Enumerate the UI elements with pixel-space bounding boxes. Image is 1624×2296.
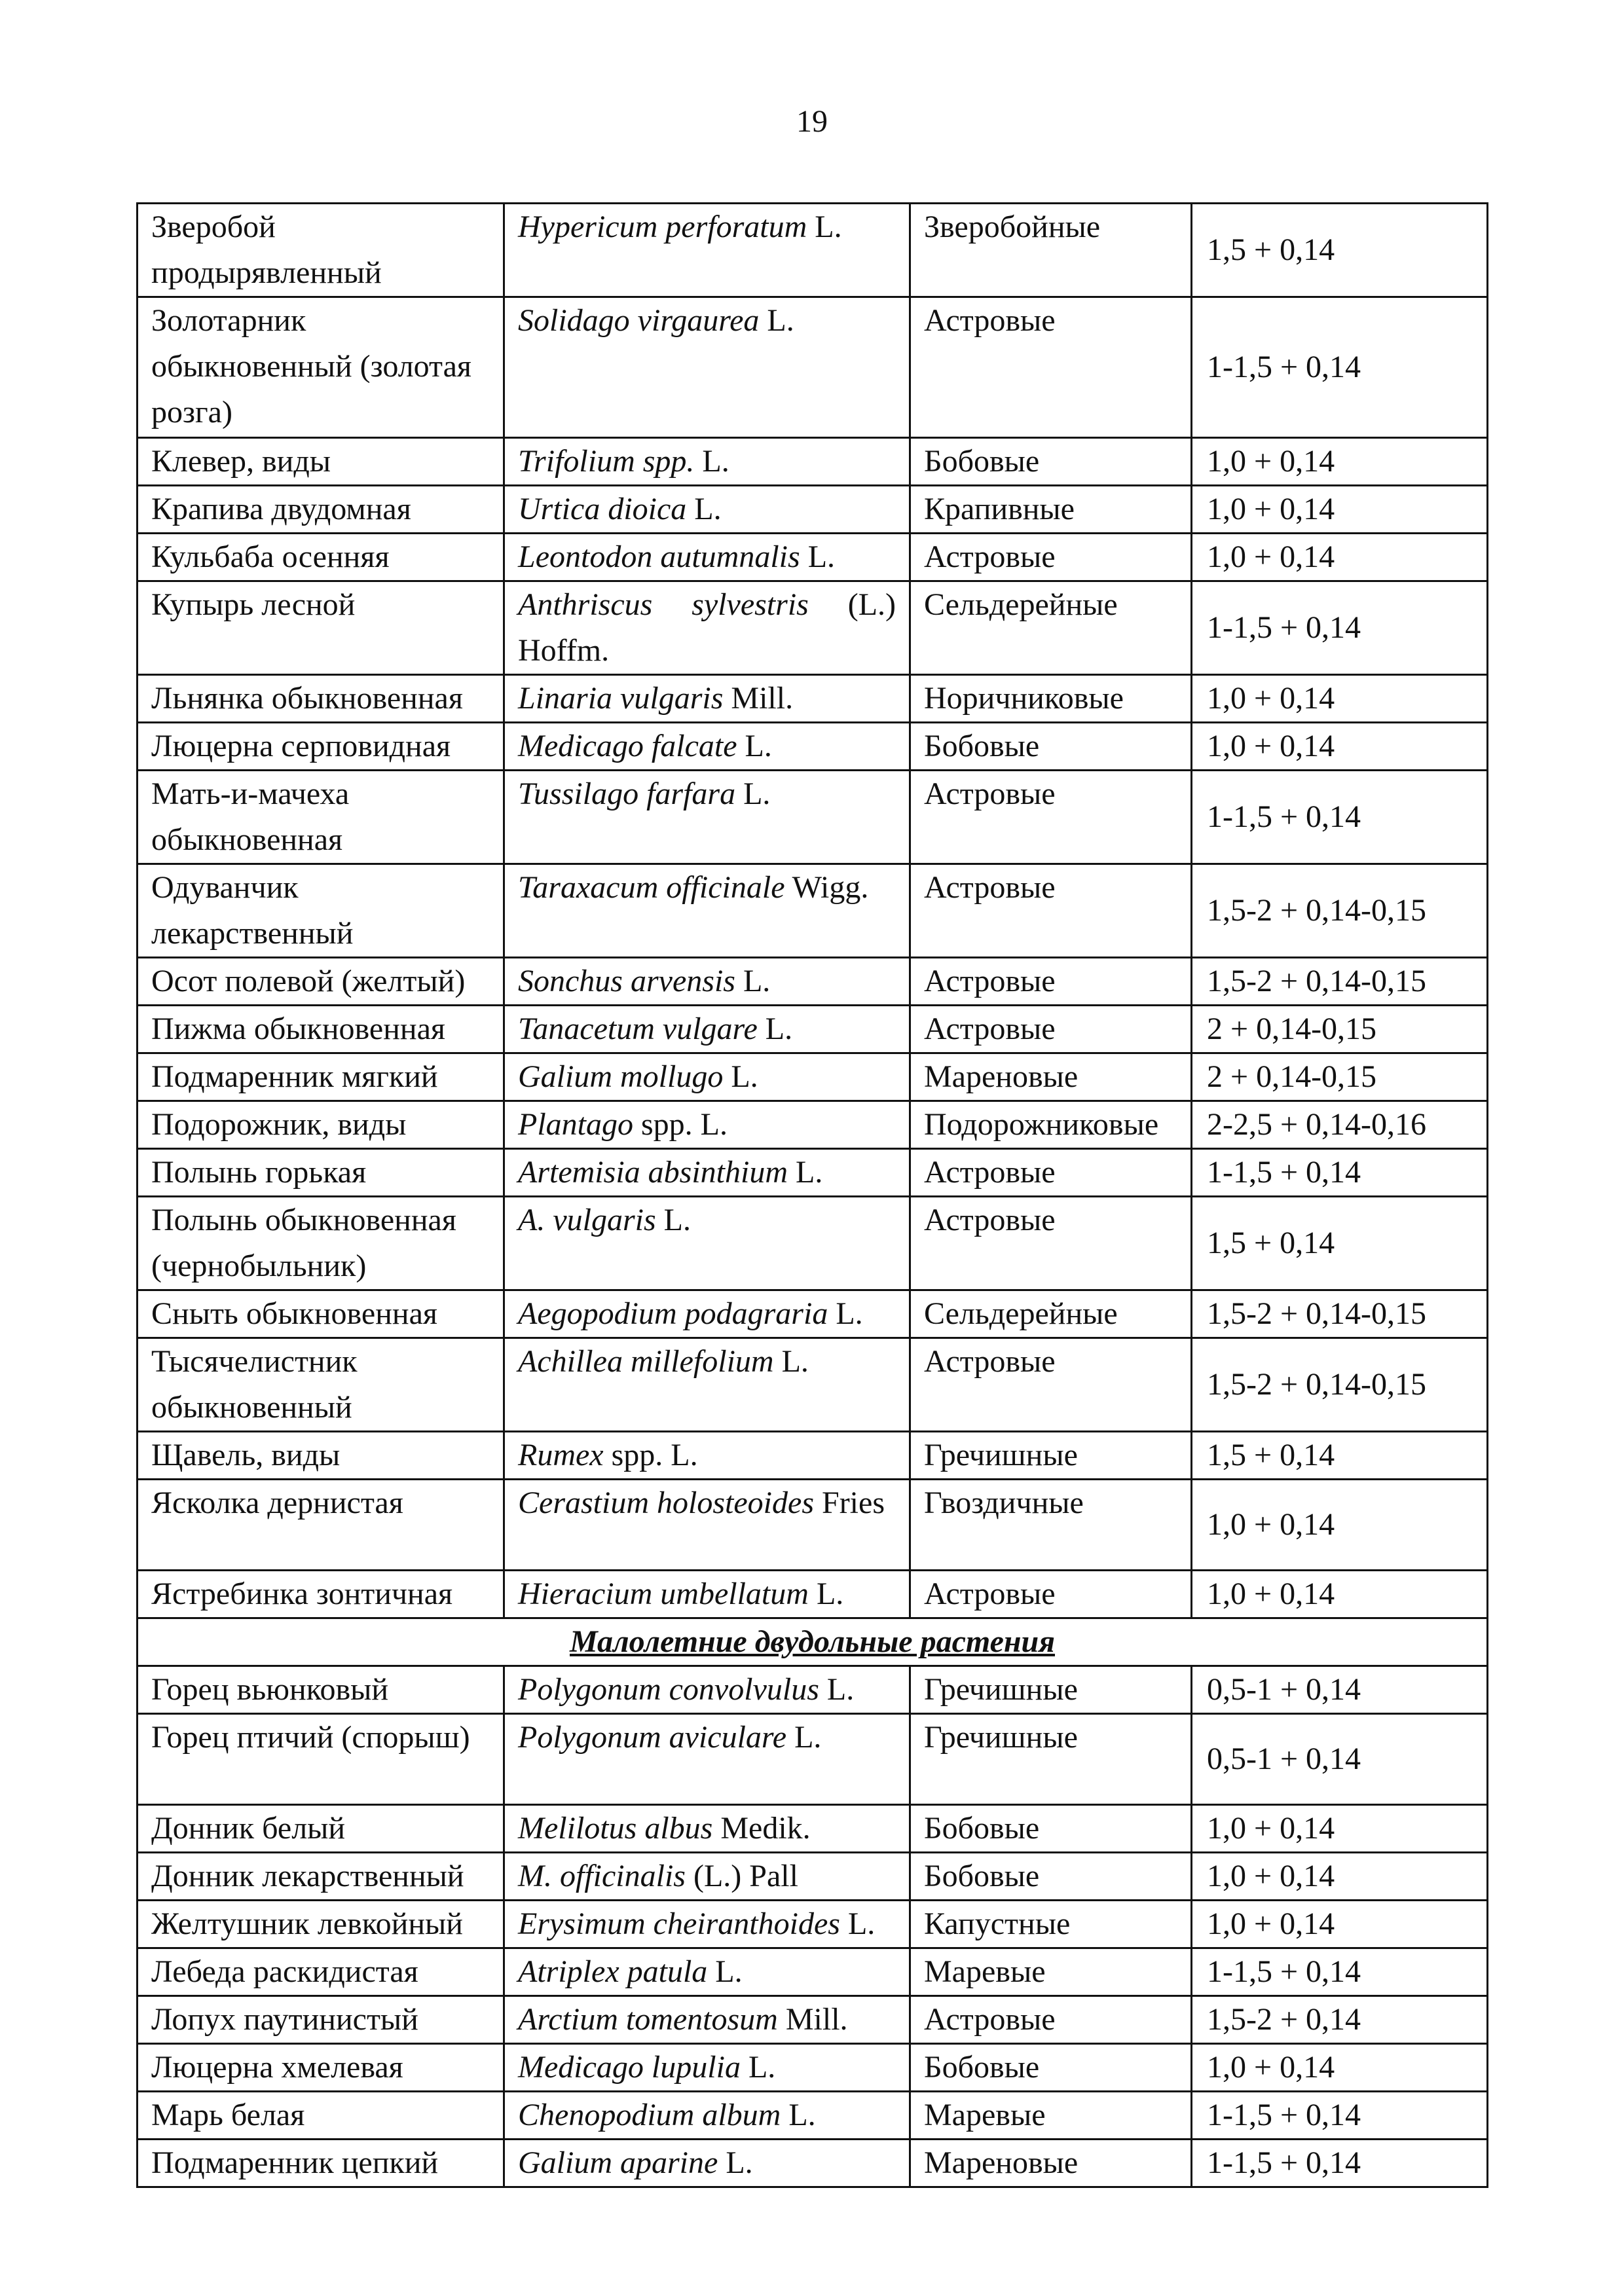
latin-genus-species: Tanacetum vulgare bbox=[518, 1011, 758, 1046]
latin-name-cell bbox=[504, 675, 910, 723]
latin-author: L. bbox=[686, 492, 722, 526]
common-name-cell: Мать-и-мачеха обыкновенная bbox=[138, 771, 504, 864]
latin-name-cell bbox=[504, 2140, 910, 2187]
table-row bbox=[138, 1853, 1488, 1901]
latin-genus-species: Chenopodium album bbox=[518, 2098, 781, 2132]
latin-genus-species: Trifolium spp. bbox=[518, 444, 695, 479]
latin-author: L. bbox=[707, 1954, 743, 1989]
latin-name-cell bbox=[504, 1571, 910, 1618]
family-cell: Астровые bbox=[910, 1197, 1192, 1290]
rate-cell: 1,0 + 0,14 bbox=[1192, 486, 1488, 534]
latin-name-cell bbox=[504, 1338, 910, 1432]
rate-cell: 1-1,5 + 0,14 bbox=[1192, 1948, 1488, 1996]
table-row bbox=[138, 297, 1488, 438]
family-cell: Бобовые bbox=[910, 1805, 1192, 1853]
latin-name-cell bbox=[504, 723, 910, 771]
table-row bbox=[138, 1805, 1488, 1853]
table-row bbox=[138, 1290, 1488, 1338]
page-number: 19 bbox=[796, 104, 828, 139]
common-name-cell: Полынь обыкновенная (чернобыльник) bbox=[138, 1197, 504, 1290]
rate-cell: 1,0 + 0,14 bbox=[1192, 675, 1488, 723]
table-row bbox=[138, 438, 1488, 486]
latin-name-cell bbox=[504, 534, 910, 581]
rate-cell: 1,5-2 + 0,14 bbox=[1192, 1996, 1488, 2044]
section-header: Малолетние двудольные растения bbox=[138, 1618, 1488, 1666]
latin-genus-species: Hypericum perforatum bbox=[518, 210, 807, 244]
family-cell: Маревые bbox=[910, 2092, 1192, 2140]
latin-genus-species: Urtica dioica bbox=[518, 492, 687, 526]
herbicide-rate-table bbox=[136, 202, 1488, 2188]
common-name-cell: Кульбаба осенняя bbox=[138, 534, 504, 581]
latin-author: L. bbox=[759, 303, 794, 338]
latin-author: L. bbox=[757, 1011, 793, 1046]
common-name-cell: Ясколка дернистая bbox=[138, 1480, 504, 1571]
family-cell: Мареновые bbox=[910, 1053, 1192, 1101]
family-cell: Маревые bbox=[910, 1948, 1192, 1996]
common-name-cell: Донник белый bbox=[138, 1805, 504, 1853]
family-cell: Астровые bbox=[910, 864, 1192, 958]
latin-name-cell bbox=[504, 1149, 910, 1197]
common-name-cell: Подмаренник мягкий bbox=[138, 1053, 504, 1101]
family-cell: Сельдерейные bbox=[910, 1290, 1192, 1338]
latin-genus-species: Leontodon autumnalis bbox=[518, 539, 800, 574]
latin-genus-species: Plantago bbox=[518, 1107, 633, 1142]
family-cell: Астровые bbox=[910, 771, 1192, 864]
common-name-cell: Полынь горькая bbox=[138, 1149, 504, 1197]
rate-cell: 1,0 + 0,14 bbox=[1192, 438, 1488, 486]
latin-name-cell bbox=[504, 1006, 910, 1053]
family-cell: Сельдерейные bbox=[910, 581, 1192, 675]
latin-name-cell bbox=[504, 1948, 910, 1996]
rate-cell: 1,0 + 0,14 bbox=[1192, 1901, 1488, 1948]
family-cell: Астровые bbox=[910, 1571, 1192, 1618]
family-cell: Гречишные bbox=[910, 1666, 1192, 1714]
family-cell: Астровые bbox=[910, 1006, 1192, 1053]
common-name-cell: Подмаренник цепкий bbox=[138, 2140, 504, 2187]
common-name-cell: Люцерна хмелевая bbox=[138, 2044, 504, 2092]
latin-genus-species: Polygonum aviculare bbox=[518, 1720, 787, 1755]
annuals-group bbox=[138, 1666, 1488, 2187]
latin-author: L. bbox=[781, 2098, 816, 2132]
family-cell: Гречишные bbox=[910, 1714, 1192, 1805]
latin-genus-species: Aegopodium podagraria bbox=[518, 1296, 828, 1331]
rate-cell: 1,5 + 0,14 bbox=[1192, 1432, 1488, 1480]
rate-cell: 1,0 + 0,14 bbox=[1192, 1805, 1488, 1853]
latin-name-cell bbox=[504, 1714, 910, 1805]
rate-cell: 1,5 + 0,14 bbox=[1192, 1197, 1488, 1290]
family-cell: Гвоздичные bbox=[910, 1480, 1192, 1571]
family-cell: Астровые bbox=[910, 958, 1192, 1006]
table-row bbox=[138, 1996, 1488, 2044]
latin-genus-species: A. vulgaris bbox=[518, 1203, 656, 1237]
rate-cell: 1,5-2 + 0,14-0,15 bbox=[1192, 958, 1488, 1006]
rate-cell: 1,0 + 0,14 bbox=[1192, 1571, 1488, 1618]
table-row bbox=[138, 723, 1488, 771]
latin-author: L. bbox=[740, 2050, 776, 2085]
table-row bbox=[138, 771, 1488, 864]
family-cell: Норичниковые bbox=[910, 675, 1192, 723]
rate-cell: 1-1,5 + 0,14 bbox=[1192, 2140, 1488, 2187]
table-row bbox=[138, 675, 1488, 723]
rate-cell: 1,5-2 + 0,14-0,15 bbox=[1192, 1338, 1488, 1432]
table-row bbox=[138, 1053, 1488, 1101]
table-row bbox=[138, 1948, 1488, 1996]
rate-cell: 2 + 0,14-0,15 bbox=[1192, 1006, 1488, 1053]
latin-genus-species: Linaria vulgaris bbox=[518, 681, 724, 716]
table-row bbox=[138, 2092, 1488, 2140]
table-row bbox=[138, 1149, 1488, 1197]
table-row bbox=[138, 864, 1488, 958]
latin-author: L. bbox=[807, 210, 842, 244]
rate-cell: 1,0 + 0,14 bbox=[1192, 723, 1488, 771]
latin-name-cell bbox=[504, 1666, 910, 1714]
common-name-cell: Подорожник, виды bbox=[138, 1101, 504, 1149]
common-name-cell: Желтушник левкойный bbox=[138, 1901, 504, 1948]
latin-author: Medik. bbox=[712, 1811, 811, 1846]
table-row bbox=[138, 958, 1488, 1006]
common-name-cell: Люцерна серповидная bbox=[138, 723, 504, 771]
latin-author: Fries bbox=[814, 1485, 885, 1520]
latin-name-cell bbox=[504, 771, 910, 864]
latin-author: L. bbox=[735, 776, 771, 811]
common-name-cell: Льнянка обыкновенная bbox=[138, 675, 504, 723]
table-row bbox=[138, 1571, 1488, 1618]
latin-author: (L.) Hoffm. bbox=[518, 587, 896, 668]
latin-author: L. bbox=[735, 964, 771, 998]
latin-genus-species: Medicago lupulia bbox=[518, 2050, 741, 2085]
latin-name-cell bbox=[504, 2044, 910, 2092]
latin-author: Mill. bbox=[723, 681, 794, 716]
common-name-cell: Сныть обыкновенная bbox=[138, 1290, 504, 1338]
table-row bbox=[138, 2044, 1488, 2092]
latin-author: Wigg. bbox=[784, 870, 869, 905]
rate-cell: 1,5-2 + 0,14-0,15 bbox=[1192, 1290, 1488, 1338]
rate-cell: 2 + 0,14-0,15 bbox=[1192, 1053, 1488, 1101]
latin-genus-species: Galium mollugo bbox=[518, 1059, 724, 1094]
table-row bbox=[138, 581, 1488, 675]
latin-genus-species: Cerastium holosteoides bbox=[518, 1485, 814, 1520]
latin-genus-species: Arctium tomentosum bbox=[518, 2002, 778, 2037]
rate-cell: 2-2,5 + 0,14-0,16 bbox=[1192, 1101, 1488, 1149]
rate-cell: 1-1,5 + 0,14 bbox=[1192, 581, 1488, 675]
family-cell: Зверобойные bbox=[910, 204, 1192, 297]
common-name-cell: Зверобой продырявленный bbox=[138, 204, 504, 297]
latin-author: L. bbox=[786, 1720, 822, 1755]
common-name-cell: Тысячелистник обыкновенный bbox=[138, 1338, 504, 1432]
latin-genus-species: Polygonum convolvulus bbox=[518, 1672, 819, 1707]
latin-author: L. bbox=[788, 1155, 823, 1190]
latin-author: L. bbox=[718, 2145, 753, 2180]
table-row bbox=[138, 534, 1488, 581]
common-name-cell: Ястребинка зонтичная bbox=[138, 1571, 504, 1618]
latin-name-cell bbox=[504, 1853, 910, 1901]
rate-cell: 1,0 + 0,14 bbox=[1192, 534, 1488, 581]
latin-genus-species: Rumex bbox=[518, 1438, 604, 1472]
table-row bbox=[138, 204, 1488, 297]
table-row bbox=[138, 1006, 1488, 1053]
latin-name-cell bbox=[504, 1432, 910, 1480]
latin-author: L. bbox=[694, 444, 729, 479]
latin-genus-species: Tussilago farfara bbox=[518, 776, 736, 811]
latin-author: Mill. bbox=[777, 2002, 848, 2037]
common-name-cell: Лопух паутинистый bbox=[138, 1996, 504, 2044]
family-cell: Бобовые bbox=[910, 438, 1192, 486]
table-row bbox=[138, 2140, 1488, 2187]
latin-author: L. bbox=[655, 1203, 691, 1237]
latin-author: L. bbox=[808, 1576, 844, 1611]
latin-name-cell bbox=[504, 438, 910, 486]
latin-name-cell bbox=[504, 486, 910, 534]
latin-genus-species: Taraxacum officinale bbox=[518, 870, 785, 905]
latin-genus-species: Artemisia absinthium bbox=[518, 1155, 788, 1190]
table-row bbox=[138, 1338, 1488, 1432]
latin-name-cell bbox=[504, 581, 910, 675]
table-row bbox=[138, 1901, 1488, 1948]
table-row bbox=[138, 1197, 1488, 1290]
latin-genus-species: Sonchus arvensis bbox=[518, 964, 735, 998]
family-cell: Мареновые bbox=[910, 2140, 1192, 2187]
table-row bbox=[138, 1101, 1488, 1149]
latin-genus-species: Atriplex patula bbox=[518, 1954, 708, 1989]
latin-name-cell bbox=[504, 297, 910, 438]
latin-author: L. bbox=[723, 1059, 758, 1094]
common-name-cell: Марь белая bbox=[138, 2092, 504, 2140]
latin-genus-species: Achillea millefolium bbox=[518, 1344, 774, 1379]
latin-genus-species: Solidago virgaurea bbox=[518, 303, 760, 338]
common-name-cell: Золотарник обыкновенный (золотая розга) bbox=[138, 297, 504, 438]
latin-genus-species: Medicago falcate bbox=[518, 729, 737, 763]
family-cell: Капустные bbox=[910, 1901, 1192, 1948]
section-header-row bbox=[138, 1618, 1488, 1666]
family-cell: Крапивные bbox=[910, 486, 1192, 534]
rate-cell: 1-1,5 + 0,14 bbox=[1192, 1149, 1488, 1197]
family-cell: Гречишные bbox=[910, 1432, 1192, 1480]
latin-genus-species: Melilotus albus bbox=[518, 1811, 713, 1846]
latin-name-cell bbox=[504, 1290, 910, 1338]
latin-name-cell bbox=[504, 958, 910, 1006]
latin-name-cell bbox=[504, 204, 910, 297]
latin-author: L. bbox=[773, 1344, 809, 1379]
table-row bbox=[138, 1714, 1488, 1805]
rate-cell: 1-1,5 + 0,14 bbox=[1192, 297, 1488, 438]
latin-name-cell bbox=[504, 1996, 910, 2044]
rate-cell: 1,0 + 0,14 bbox=[1192, 2044, 1488, 2092]
family-cell: Астровые bbox=[910, 1338, 1192, 1432]
table-row bbox=[138, 1480, 1488, 1571]
common-name-cell: Клевер, виды bbox=[138, 438, 504, 486]
latin-name-cell bbox=[504, 2092, 910, 2140]
family-cell: Бобовые bbox=[910, 723, 1192, 771]
common-name-cell: Осот полевой (желтый) bbox=[138, 958, 504, 1006]
latin-genus-species: Galium aparine bbox=[518, 2145, 718, 2180]
family-cell: Подорожниковые bbox=[910, 1101, 1192, 1149]
latin-author: spp. L. bbox=[603, 1438, 698, 1472]
common-name-cell: Пижма обыкновенная bbox=[138, 1006, 504, 1053]
latin-author: (L.) Pall bbox=[685, 1859, 798, 1893]
perennials-group bbox=[138, 204, 1488, 1618]
family-cell: Астровые bbox=[910, 1149, 1192, 1197]
rate-cell: 1-1,5 + 0,14 bbox=[1192, 2092, 1488, 2140]
latin-name-cell bbox=[504, 1197, 910, 1290]
latin-name-cell bbox=[504, 1101, 910, 1149]
family-cell: Астровые bbox=[910, 534, 1192, 581]
section-header-group bbox=[138, 1618, 1488, 1666]
latin-name-cell bbox=[504, 1901, 910, 1948]
latin-genus-species: Anthriscus sylvestris bbox=[518, 587, 809, 622]
common-name-cell: Горец птичий (спорыш) bbox=[138, 1714, 504, 1805]
rate-cell: 1,0 + 0,14 bbox=[1192, 1480, 1488, 1571]
common-name-cell: Купырь лесной bbox=[138, 581, 504, 675]
rate-cell: 0,5-1 + 0,14 bbox=[1192, 1714, 1488, 1805]
table-row bbox=[138, 1666, 1488, 1714]
rate-cell: 0,5-1 + 0,14 bbox=[1192, 1666, 1488, 1714]
latin-name-cell bbox=[504, 1480, 910, 1571]
rate-cell: 1-1,5 + 0,14 bbox=[1192, 771, 1488, 864]
latin-name-cell bbox=[504, 1053, 910, 1101]
latin-genus-species: Erysimum cheiranthoides bbox=[518, 1906, 840, 1941]
table-row bbox=[138, 486, 1488, 534]
rate-cell: 1,0 + 0,14 bbox=[1192, 1853, 1488, 1901]
latin-author: L. bbox=[800, 539, 836, 574]
common-name-cell: Щавель, виды bbox=[138, 1432, 504, 1480]
latin-author: L. bbox=[737, 729, 772, 763]
rate-cell: 1,5 + 0,14 bbox=[1192, 204, 1488, 297]
common-name-cell: Одуванчик лекарственный bbox=[138, 864, 504, 958]
common-name-cell: Горец вьюнковый bbox=[138, 1666, 504, 1714]
latin-author: spp. L. bbox=[633, 1107, 728, 1142]
family-cell: Бобовые bbox=[910, 1853, 1192, 1901]
table-row bbox=[138, 1432, 1488, 1480]
common-name-cell: Лебеда раскидистая bbox=[138, 1948, 504, 1996]
family-cell: Астровые bbox=[910, 297, 1192, 438]
rate-cell: 1,5-2 + 0,14-0,15 bbox=[1192, 864, 1488, 958]
latin-author: L. bbox=[819, 1672, 855, 1707]
family-cell: Астровые bbox=[910, 1996, 1192, 2044]
latin-author: L. bbox=[840, 1906, 876, 1941]
common-name-cell: Крапива двудомная bbox=[138, 486, 504, 534]
latin-genus-species: M. officinalis bbox=[518, 1859, 686, 1893]
common-name-cell: Донник лекарственный bbox=[138, 1853, 504, 1901]
latin-genus-species: Hieracium umbellatum bbox=[518, 1576, 809, 1611]
latin-author: L. bbox=[828, 1296, 863, 1331]
latin-name-cell bbox=[504, 1805, 910, 1853]
latin-name-cell bbox=[504, 864, 910, 958]
family-cell: Бобовые bbox=[910, 2044, 1192, 2092]
